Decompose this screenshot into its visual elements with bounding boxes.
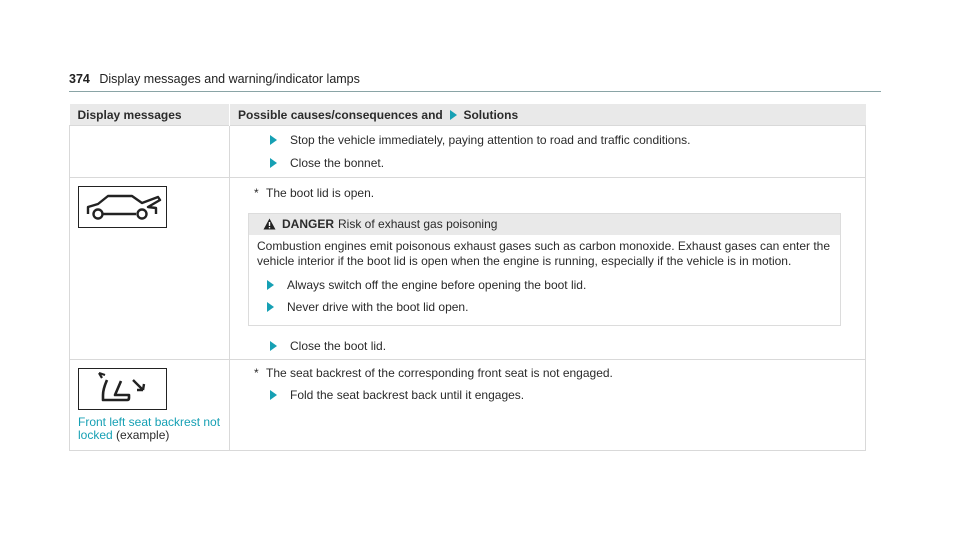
causes-solutions-cell bbox=[230, 178, 866, 360]
example-note: (example) bbox=[116, 428, 170, 442]
table-header-row bbox=[70, 104, 866, 126]
display-cell bbox=[70, 178, 230, 360]
boot-lid-open-icon bbox=[78, 186, 167, 228]
display-messages-table bbox=[69, 104, 866, 451]
step-arrow-icon bbox=[270, 390, 277, 400]
danger-warning-box bbox=[248, 213, 841, 326]
display-cell-empty bbox=[70, 126, 230, 178]
solutions-cell bbox=[230, 126, 866, 178]
solution-step: Close the bonnet. bbox=[254, 155, 857, 171]
danger-title: Risk of exhaust gas poisoning bbox=[338, 217, 498, 231]
step-arrow-icon bbox=[267, 280, 274, 290]
step-arrow-icon bbox=[267, 302, 274, 312]
cause-text: * The boot lid is open. bbox=[254, 186, 375, 200]
danger-step: Never drive with the boot lid open. bbox=[257, 299, 832, 315]
danger-label: DANGER bbox=[282, 217, 335, 231]
display-cell bbox=[70, 360, 230, 451]
column-header-solutions: Solutions bbox=[463, 107, 519, 122]
solution-step: Close the boot lid. bbox=[254, 338, 857, 354]
step-arrow-icon bbox=[270, 341, 277, 351]
column-header-causes-solutions bbox=[230, 104, 866, 126]
warning-triangle-icon bbox=[263, 216, 276, 237]
step-arrow-icon bbox=[270, 135, 277, 145]
cause-marker: * bbox=[254, 366, 259, 380]
column-header-causes: Possible causes/consequences and bbox=[238, 107, 443, 122]
display-message-caption bbox=[78, 416, 221, 442]
table-row bbox=[70, 178, 866, 360]
cause-marker: * bbox=[254, 186, 259, 200]
solution-step: Fold the seat backrest back until it engages. bbox=[254, 387, 857, 403]
danger-step: Always switch off the engine before opening the boot lid. bbox=[257, 277, 832, 293]
page-number: 374 bbox=[69, 72, 90, 86]
seat-backrest-icon bbox=[78, 368, 167, 410]
solution-step: Stop the vehicle immediately, paying attention to road and traffic conditions. bbox=[254, 132, 857, 148]
cause-text: * The seat backrest of the corresponding front seat is not engaged. bbox=[254, 366, 613, 380]
table-row bbox=[70, 126, 866, 178]
step-arrow-icon bbox=[270, 158, 277, 168]
danger-body bbox=[249, 235, 840, 325]
causes-solutions-cell bbox=[230, 360, 866, 451]
column-header-display-messages: Display messages bbox=[70, 104, 230, 126]
danger-header bbox=[249, 214, 840, 235]
table-row bbox=[70, 360, 866, 451]
display-message-text: Front left seat backrest not locked bbox=[78, 415, 221, 442]
section-title: Display messages and warning/indicator lamps bbox=[99, 72, 360, 86]
page-header bbox=[69, 72, 881, 92]
danger-text: Combustion engines emit poisonous exhaust gases such as carbon monoxide. Exhaust gases can enter the vehicle interior if the boot lid is open when the engine is running, especially if the vehicle is in motion. bbox=[257, 239, 831, 268]
solution-arrow-icon bbox=[450, 110, 457, 120]
